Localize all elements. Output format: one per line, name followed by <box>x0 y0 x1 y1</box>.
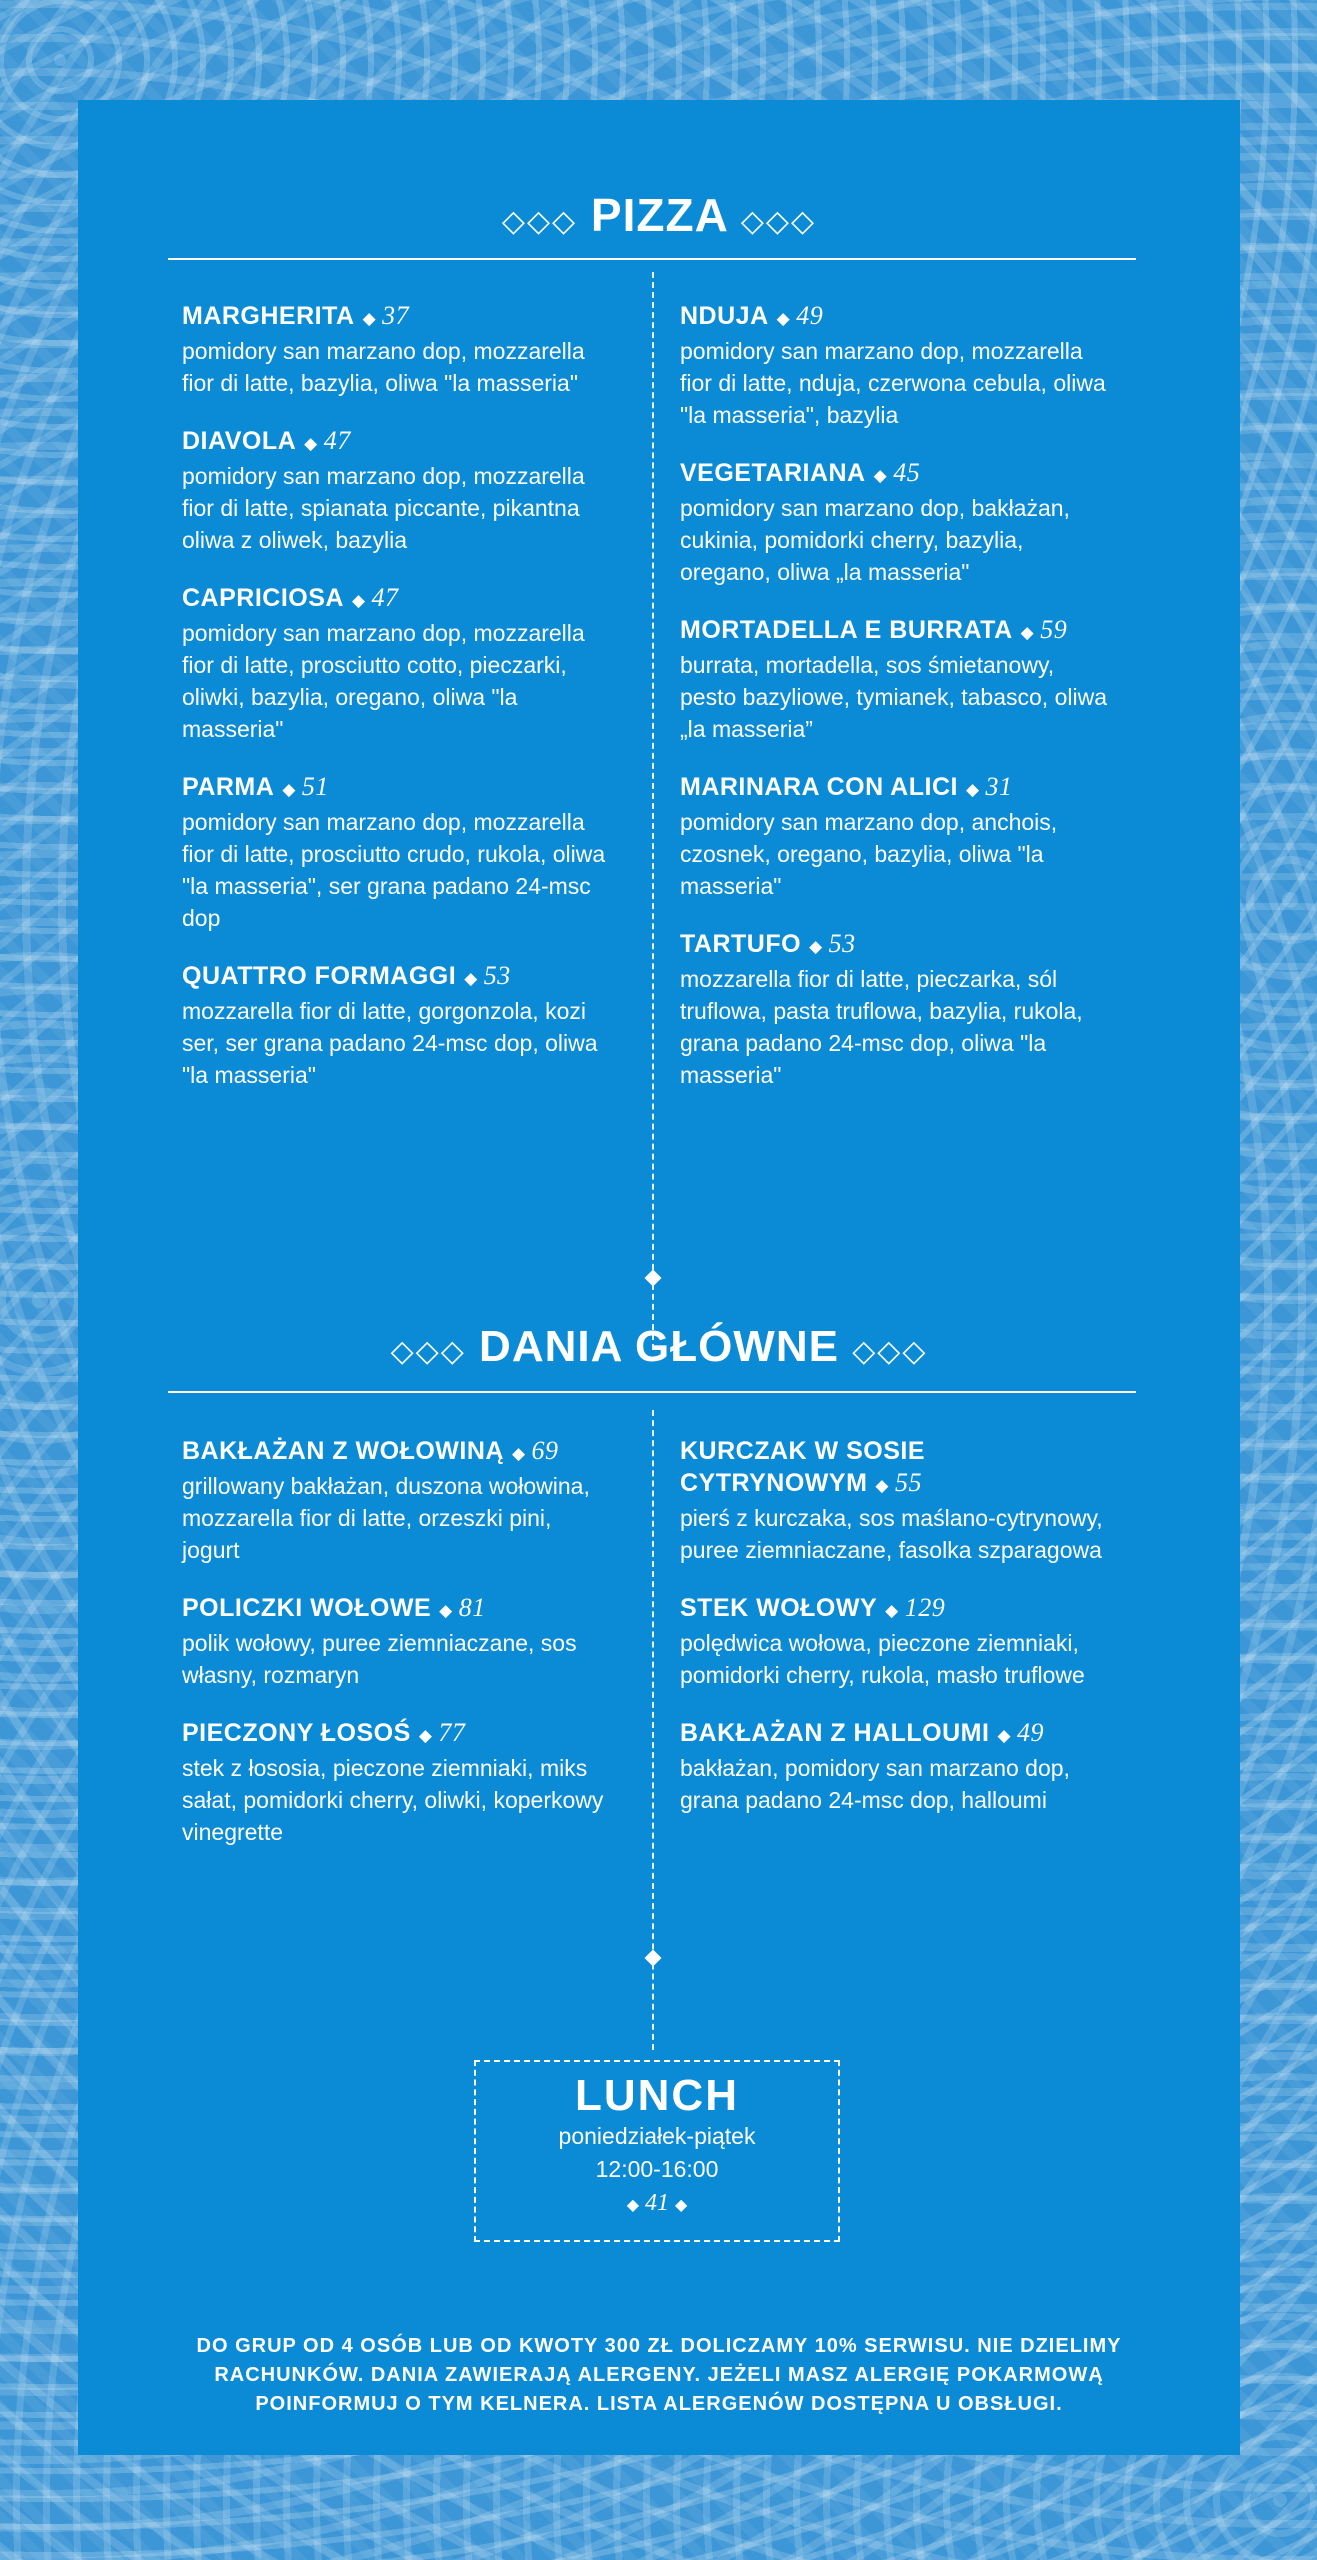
diamond-icon: ◆ <box>873 466 888 485</box>
diamond-decoration-icon: ◇◇◇ <box>390 1335 466 1368</box>
diamond-icon: ◆ <box>809 937 823 956</box>
menu-item-name: POLICZKI WOŁOWE <box>182 1594 432 1622</box>
menu-item <box>182 1435 612 1566</box>
menu-item-price: 53 <box>828 929 856 958</box>
menu-item-price: 69 <box>531 1436 559 1465</box>
diamond-icon: ◆ <box>439 1601 453 1620</box>
diamond-icon: ◆ <box>626 2197 639 2214</box>
menu-item-name: BAKŁAŻAN Z HALLOUMI <box>680 1719 990 1747</box>
pizza-title: PIZZA <box>590 189 728 241</box>
menu-item-name: TARTUFO <box>680 930 802 958</box>
menu-item-description: burrata, mortadella, sos śmietanowy, pesto bazyliowe, tymianek, tabasco, oliwa „la masseria” <box>680 652 1107 742</box>
diamond-decoration-icon: ◇◇◇ <box>852 1335 928 1368</box>
menu-item <box>182 582 612 745</box>
menu-item <box>182 425 612 556</box>
menu-item-price: 47 <box>371 583 399 612</box>
menu-item-header <box>182 1435 612 1470</box>
menu-item-name: BAKŁAŻAN Z WOŁOWINĄ <box>182 1437 504 1465</box>
diamond-icon: ◆ <box>875 1476 889 1495</box>
menu-item-description: pomidory san marzano dop, mozzarella fior di latte, nduja, czerwona cebula, oliwa "la masseria", bazylia <box>680 338 1106 428</box>
lunch-hours: 12:00-16:00 <box>595 2156 719 2182</box>
menu-item <box>680 771 1110 902</box>
separator-diamond-icon <box>645 1270 662 1287</box>
diamond-icon: ◆ <box>776 309 791 328</box>
menu-item-name: DIAVOLA <box>182 427 297 455</box>
menu-item-header <box>680 300 1110 335</box>
menu-item-price: 129 <box>904 1593 946 1622</box>
diamond-decoration-icon: ◇◇◇ <box>501 205 578 238</box>
pizza-divider <box>168 258 1136 260</box>
menu-item <box>680 300 1110 431</box>
lunch-price-value: 41 <box>645 2190 669 2216</box>
menu-item-name: MORTADELLA E BURRATA <box>680 616 1013 644</box>
mains-divider <box>168 1391 1136 1393</box>
menu-item-price: 59 <box>1040 615 1068 644</box>
menu-item-header <box>680 614 1110 649</box>
menu-item-header <box>182 1717 612 1752</box>
menu-item-name: MARINARA CON ALICI <box>680 773 958 801</box>
menu-item-description: pomidory san marzano dop, mozzarella fior di latte, spianata piccante, pikantna oliwa z oliwek, bazylia <box>182 463 585 553</box>
menu-item-description: pomidory san marzano dop, anchois, czosnek, oregano, bazylia, oliwa "la masseria" <box>680 809 1058 899</box>
menu-item-price: 81 <box>458 1593 486 1622</box>
diamond-decoration-icon: ◇◇◇ <box>740 205 817 238</box>
menu-item-description: polik wołowy, puree ziemniaczane, sos własny, rozmaryn <box>182 1630 577 1688</box>
menu-item-name: NDUJA <box>680 302 769 330</box>
menu-item-name: PIECZONY ŁOSOŚ <box>182 1719 411 1747</box>
diamond-icon: ◆ <box>997 1726 1012 1745</box>
menu-item-description: pierś z kurczaka, sos maślano-cytrynowy, puree ziemniaczane, fasolka szparagowa <box>680 1505 1103 1563</box>
diamond-icon: ◆ <box>675 2197 688 2214</box>
menu-item-description: bakłażan, pomidory san marzano dop, grana padano 24-msc dop, halloumi <box>680 1755 1070 1813</box>
footer-line: DO GRUP OD 4 OSÓB LUB OD KWOTY 300 ZŁ DOLICZAMY 10% SERWISU. NIE DZIELIMY <box>196 2335 1122 2357</box>
pizza-section-title <box>78 188 1240 242</box>
pizza-column-separator <box>652 272 654 1350</box>
menu-item-description: polędwica wołowa, pieczone ziemniaki, pomidorki cherry, rukola, masło truflowe <box>680 1630 1085 1688</box>
menu-item <box>182 771 612 934</box>
menu-item-name: VEGETARIANA <box>680 459 866 487</box>
diamond-icon: ◆ <box>362 309 377 328</box>
menu-item-description: pomidory san marzano dop, mozzarella fior di latte, prosciutto cotto, pieczarki, oliwki, bazylia, oregano, oliwa "la masseria" <box>182 620 585 742</box>
menu-item-header <box>680 457 1110 492</box>
menu-item-name: CAPRICIOSA <box>182 584 344 612</box>
menu-item-description: mozzarella fior di latte, gorgonzola, kozi ser, ser grana padano 24-msc dop, oliwa "la masseria" <box>182 998 598 1088</box>
menu-item <box>680 1717 1110 1816</box>
diamond-icon: ◆ <box>418 1726 433 1745</box>
menu-item-description: pomidory san marzano dop, mozzarella fior di latte, prosciutto crudo, rukola, oliwa "la masseria", ser grana padano 24-msc dop <box>182 809 606 931</box>
menu-item-header <box>182 1592 612 1627</box>
menu-item <box>680 614 1110 745</box>
menu-item-name: KURCZAK W SOSIE CYTRYNOWYM <box>680 1437 925 1497</box>
lunch-price <box>476 2186 838 2223</box>
menu-item-header <box>182 300 612 335</box>
menu-item-header <box>680 928 1110 963</box>
menu-panel <box>78 100 1240 2455</box>
diamond-icon: ◆ <box>282 780 296 799</box>
menu-item <box>680 1435 1110 1566</box>
diamond-icon: ◆ <box>304 434 318 453</box>
pizza-left-column <box>182 300 612 1117</box>
menu-item-name: QUATTRO FORMAGGI <box>182 962 457 990</box>
mains-right-column <box>680 1435 1110 1842</box>
mains-section-title <box>78 1322 1240 1372</box>
mains-left-column <box>182 1435 612 1874</box>
lunch-title: LUNCH <box>575 2071 739 2120</box>
footer-line: RACHUNKÓW. DANIA ZAWIERAJĄ ALERGENY. JEŻELI MASZ ALERGIĘ POKARMOWĄ <box>214 2364 1104 2386</box>
menu-item-header <box>182 582 612 617</box>
menu-item-header <box>182 960 612 995</box>
menu-item-price: 45 <box>893 458 921 487</box>
menu-item-price: 37 <box>382 301 410 330</box>
diamond-icon: ◆ <box>1020 623 1035 642</box>
menu-item-price: 47 <box>323 426 351 455</box>
menu-item-header <box>182 425 612 460</box>
menu-item <box>182 300 612 399</box>
menu-item <box>680 1592 1110 1691</box>
menu-item-name: STEK WOŁOWY <box>680 1594 878 1622</box>
diamond-icon: ◆ <box>885 1601 899 1620</box>
menu-item-header <box>680 1717 1110 1752</box>
menu-item-header <box>680 1592 1110 1627</box>
menu-item-header <box>680 1435 1110 1502</box>
menu-item-price: 49 <box>1017 1718 1045 1747</box>
menu-item-description: mozzarella fior di latte, pieczarka, sól truflowa, pasta truflowa, bazylia, rukola, grana padano 24-msc dop, oliwa "la masseria" <box>680 966 1083 1088</box>
lunch-days: poniedziałek-piątek <box>558 2123 756 2149</box>
lunch-box <box>474 2060 840 2242</box>
footer-notice <box>98 2332 1220 2419</box>
pizza-right-column <box>680 300 1110 1117</box>
diamond-icon: ◆ <box>511 1444 526 1463</box>
menu-item-price: 55 <box>894 1468 922 1497</box>
menu-item-header <box>680 771 1110 806</box>
diamond-icon: ◆ <box>965 780 980 799</box>
footer-line: POINFORMUJ O TYM KELNERA. LISTA ALERGENÓW DOSTĘPNA U OBSŁUGI. <box>255 2393 1063 2415</box>
menu-item <box>182 1717 612 1848</box>
menu-item-price: 51 <box>301 772 329 801</box>
menu-item-name: PARMA <box>182 773 275 801</box>
diamond-icon: ◆ <box>351 591 366 610</box>
menu-item-header <box>182 771 612 806</box>
menu-item <box>680 928 1110 1091</box>
separator-diamond-icon <box>645 1950 662 1967</box>
menu-item-price: 31 <box>985 772 1013 801</box>
menu-item-description: pomidory san marzano dop, bakłażan, cukinia, pomidorki cherry, bazylia, oregano, oliwa „la masseria" <box>680 495 1070 585</box>
menu-item-description: stek z łososia, pieczone ziemniaki, miks sałat, pomidorki cherry, oliwki, koperkowy vinegrette <box>182 1755 604 1845</box>
menu-item-price: 49 <box>796 301 824 330</box>
menu-item-description: grillowany bakłażan, duszona wołowina, mozzarella fior di latte, orzeszki pini, jogurt <box>182 1473 590 1563</box>
mains-title: DANIA GŁÓWNE <box>479 1322 839 1371</box>
menu-item <box>680 457 1110 588</box>
menu-item-name: MARGHERITA <box>182 302 355 330</box>
menu-item-price: 53 <box>483 961 511 990</box>
menu-item-description: pomidory san marzano dop, mozzarella fior di latte, bazylia, oliwa "la masseria" <box>182 338 585 396</box>
menu-item <box>182 960 612 1091</box>
menu-item <box>182 1592 612 1691</box>
menu-item-price: 77 <box>438 1718 466 1747</box>
diamond-icon: ◆ <box>464 969 478 988</box>
